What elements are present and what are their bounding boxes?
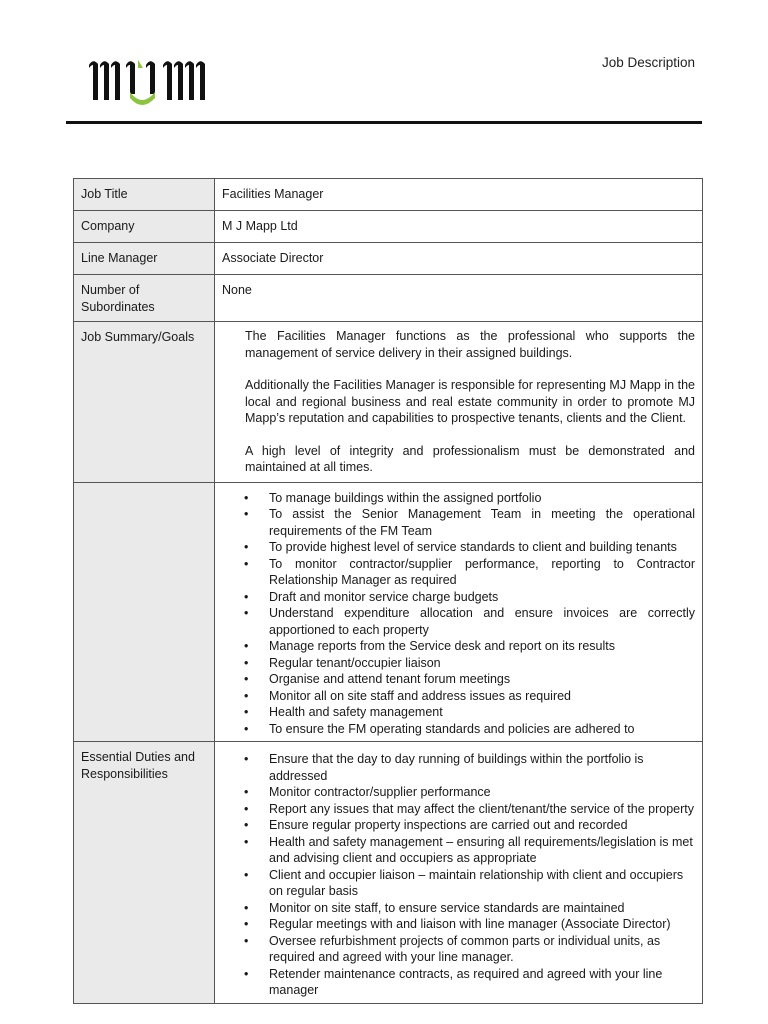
goals-list-cell [215, 482, 703, 742]
table-row [74, 742, 703, 1004]
company-logo [86, 56, 232, 110]
job-title-label: Job Title [74, 179, 215, 211]
company-label: Company [74, 211, 215, 243]
mjm-logo-icon [86, 56, 232, 110]
list-item: • Draft and monitor service charge budgets [215, 589, 695, 606]
line-manager-value: Associate Director [215, 243, 703, 275]
essential-duties-label: Essential Duties and Responsibilities [74, 742, 215, 1004]
list-item: • Organise and attend tenant forum meetings [215, 671, 695, 688]
list-item: • Understand expenditure allocation and ensure invoices are correctly apportioned to each property [215, 605, 695, 638]
table-row [74, 211, 703, 243]
table-row [74, 179, 703, 211]
list-item: • Regular tenant/occupier liaison [215, 655, 695, 672]
table-row [74, 322, 703, 483]
table-row [74, 243, 703, 275]
table-row [74, 482, 703, 742]
list-item: • Oversee refurbishment projects of common parts or individual units, as required and agreed with your line manager. [215, 933, 695, 966]
list-item: • Retender maintenance contracts, as required and agreed with your line manager [215, 966, 695, 999]
list-item: • To assist the Senior Management Team in meeting the operational requirements of the FM Team [215, 506, 695, 539]
list-item: • Ensure that the day to day running of buildings within the portfolio is addressed [215, 751, 695, 784]
header-divider [66, 121, 702, 124]
company-value: M J Mapp Ltd [215, 211, 703, 243]
job-summary-text [215, 322, 703, 483]
list-item: • To ensure the FM operating standards and policies are adhered to [215, 721, 695, 738]
summary-paragraph: A high level of integrity and professionalism must be demonstrated and maintained at all times. [245, 443, 695, 474]
list-item: • Monitor all on site staff and address issues as required [215, 688, 695, 705]
document-type-label: Job Description [601, 55, 695, 70]
line-manager-label: Line Manager [74, 243, 215, 275]
list-item: • Client and occupier liaison – maintain relationship with client and occupiers on regular basis [215, 867, 695, 900]
list-item: • Regular meetings with and liaison with line manager (Associate Director) [215, 916, 695, 933]
list-item: • To provide highest level of service standards to client and building tenants [215, 539, 695, 556]
table-row [74, 275, 703, 322]
summary-paragraph: The Facilities Manager functions as the professional who supports the management of service delivery in their assigned buildings. [245, 329, 695, 360]
list-item: • Manage reports from the Service desk and report on its results [215, 638, 695, 655]
list-item: • Report any issues that may affect the client/tenant/the service of the property [215, 801, 695, 818]
subordinates-label: Number of Subordinates [74, 275, 215, 322]
goals-label [74, 482, 215, 742]
subordinates-value: None [215, 275, 703, 322]
list-item: • To monitor contractor/supplier performance, reporting to Contractor Relationship Manager as required [215, 556, 695, 589]
essential-duties-cell [215, 742, 703, 1004]
list-item: • To manage buildings within the assigned portfolio [215, 490, 695, 507]
list-item: • Health and safety management [215, 704, 695, 721]
list-item: • Monitor contractor/supplier performance [215, 784, 695, 801]
job-description-table [73, 178, 703, 1004]
list-item: • Health and safety management – ensuring all requirements/legislation is met and advising client and occupiers as appropriate [215, 834, 695, 867]
essential-duties-list [215, 751, 695, 999]
goals-list [215, 490, 695, 738]
summary-paragraph: Additionally the Facilities Manager is responsible for representing MJ Mapp in the local and regional business and real estate community in order to promote MJ Mapp’s reputation and capabilities to prospective tenants, clients and the Client. [245, 378, 695, 425]
list-item: • Ensure regular property inspections are carried out and recorded [215, 817, 695, 834]
job-summary-label: Job Summary/Goals [74, 322, 215, 483]
list-item: • Monitor on site staff, to ensure service standards are maintained [215, 900, 695, 917]
job-title-value: Facilities Manager [215, 179, 703, 211]
